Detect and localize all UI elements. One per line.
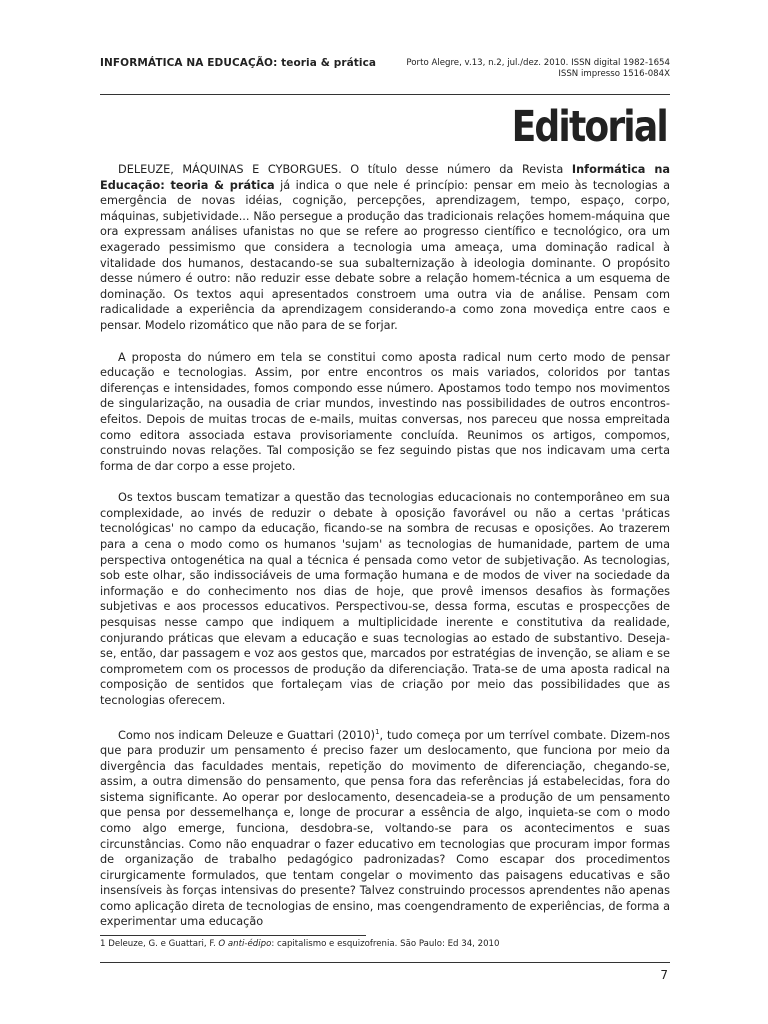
page-header [100, 55, 670, 85]
footnote-ref: 1 [375, 727, 380, 736]
paragraph-4-rest: , tudo começa por um terrível combate. Dizem-nos que para produzir um pensamento é preciso fazer um deslocamento, que funciona por meio da divergência das faculdades mentais, repetição do movimento de diferenciação, chegando-se, assim, a outra dimensão do pensamento, que pensa fora das referências já estabelecidas, fora do sistema significante. Ao operar por deslocamento, desencadeia-se a produção de um pensamento que pensa por dessemelhança e, longe de procurar a essência de algo, inquieta-se com o modo como algo emerge, funciona, desdobra-se, voltando-se para os acontecimentos e suas circunstâncias. Como não enquadrar o fazer educativo em tecnologias que procuram impor formas de organização de trabalho pedagógico padronizadas? Como escapar dos procedimentos cirurgicamente formulados, que tentam congelar o movimento das paisagens educativas e são insensíveis às forças intensivas do presente? Talvez construindo processos aprendentes não apenas como aplicação direta de tecnologias de ensino, mas coengendramento de experiências, de forma a experimentar uma educação [100, 728, 670, 929]
footer-divider [100, 962, 670, 963]
journal-name: INFORMÁTICA NA EDUCAÇÃO: teoria & prática [100, 57, 377, 69]
header-divider [100, 94, 670, 95]
page-number: 7 [660, 968, 668, 982]
paragraph-2: A proposta do número em tela se constitui como aposta radical num certo modo de pensar educação e tecnologias. Assim, por entre encontros os mais variados, coloridos por tantas diferenças e intensidades, fomos compondo esse número. Apostamos todo tempo nos movimentos de singularização, na ousadia de criar mundos, investindo nas possibilidades de outros encontros-efeitos. Depois de muitas trocas de e-mails, muitas conversas, nos pareceu que nossa empreitada como editora associada estava provisoriamente concluída. Reunimos os artigos, compomos, construindo novas relações. Tal composição se fez seguindo pistas que nos indicavam uma certa forma de dar corpo a esse projeto. [100, 350, 670, 473]
footnote-divider [100, 935, 366, 936]
issn-print: ISSN impresso 1516-084X [558, 69, 670, 79]
paragraph-1-start: DELEUZE, MÁQUINAS E CYBORGUES. O título desse número da Revista [118, 163, 572, 176]
footnote-publication: : capitalismo e esquizofrenia. São Paulo: Ed 34, 2010 [271, 939, 500, 949]
paragraph-1-rest: já indica o que nele é princípio: pensar em meio às tecnologias a emergência de novas idéias, cognição, percepções, aprendizagem, tempo, espaço, corpo, máquinas, subjetividade... Não persegue a produção das tradicionais relações homem-máquina que ora expressam análises ufanistas no que se refere ao progresso científico e tecnológico, ora um exagerado pessimismo que considera a tecnologia uma ameaça, uma dominação radical à vitalidade dos humanos, destacando-se sua subalternização à ideologia dominante. O propósito desse número é outro: não reduzir esse debate sobre a relação homem-técnica a um esquema de dominação. Os textos aqui apresentados constroem uma outra via de análise. Pensam com radicalidade a experiência da aprendizagem considerando-a como zona movediça entre caos e pensar. Modelo rizomático que não para de se forjar. [100, 178, 670, 332]
footnote-authors: 1 Deleuze, G. e Guattari, F. [100, 939, 219, 949]
paragraph-4 [100, 725, 670, 930]
page-title: Editorial [511, 102, 667, 152]
footnote-book-title: O anti-édipo [218, 939, 272, 949]
journal-title-inline: Informática na Educação: teoria & prática [100, 163, 670, 192]
journal-meta [406, 58, 670, 80]
paragraph-4-start: Como nos indicam Deleuze e Guattari (2010) [118, 728, 376, 742]
paragraph-1 [100, 162, 670, 334]
issue-info: Porto Alegre, v.13, n.2, jul./dez. 2010. ISSN digital 1982-1654 [406, 58, 670, 68]
footnote [100, 939, 500, 949]
article-body [100, 162, 670, 946]
paragraph-3: Os textos buscam tematizar a questão das tecnologias educacionais no contemporâneo em sua complexidade, ao invés de reduzir o debate à oposição favorável ou não a certas 'práticas tecnológicas' no campo da educação, ficando-se na sombra de recusas e oposições. Ao trazerem para a cena o modo como os humanos 'sujam' as tecnologias de humanidade, partem de uma perspectiva ontogenética na qual a técnica é pensada como vetor de subjetivação. As tecnologias, sob este olhar, são indissociáveis de uma formação humana e de modos de viver na sociedade da informação e do conhecimento nos dias de hoje, que provê imensos desafios às formações subjetivas e aos processos educativos. Perspectivou-se, dessa forma, escutas e prospecções de pesquisas nesse campo que indiquem a multiplicidade inerente e constitutiva da realidade, conjurando práticas que elevam a educação e suas tecnologias ao estado de substantivo. Deseja-se, então, dar passagem e voz aos gestos que, marcados por estratégias de invenção, se aliam e se comprometem com os processos de produção da diferenciação. Trata-se de uma aposta radical na composição de sentidos que fortaleçam vias de criação por meio das possibilidades que as tecnologias oferecem. [100, 491, 670, 707]
